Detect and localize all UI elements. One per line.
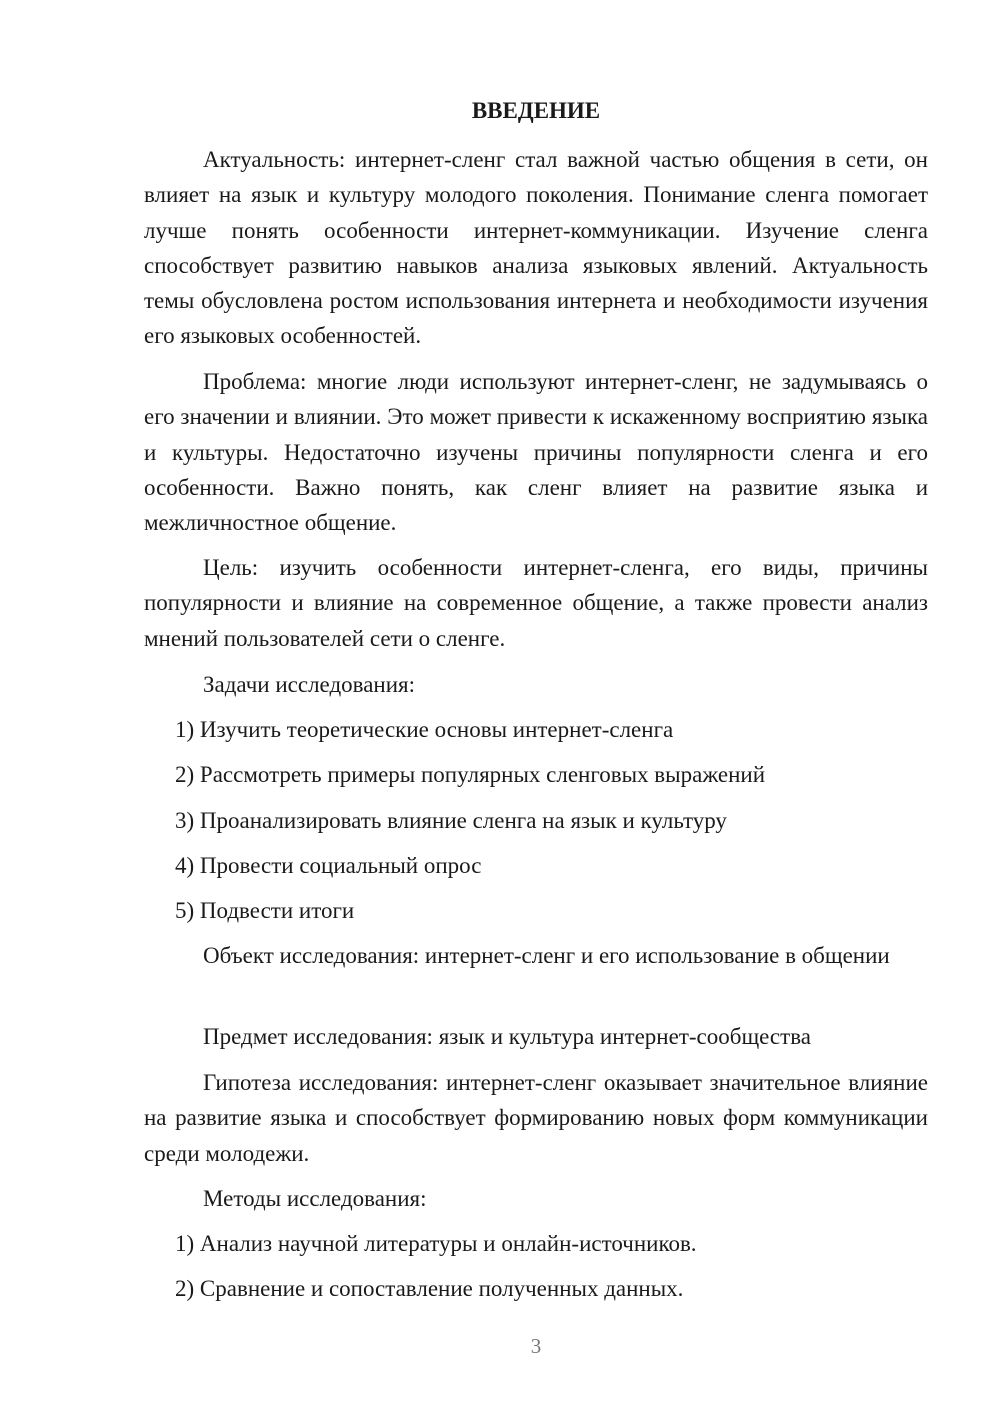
tasks-label: Задачи исследования: (203, 672, 416, 697)
method-item: 2) Сравнение и сопоставление полученных данных. (175, 1276, 684, 1301)
object-paragraph: Объект исследования: интернет-сленг и его использование в общении (203, 943, 890, 968)
hypothesis-paragraph: Гипотеза исследования: интернет-сленг оказывает значительное влияние на развитие языка и способствует формированию новых форм коммуникации среди молодежи. (144, 1070, 928, 1166)
method-item: 1) Анализ научной литературы и онлайн-источников. (175, 1231, 697, 1256)
problem-paragraph: Проблема: многие люди используют интернет-сленг, не задумываясь о его значении и влиянии. Это может привести к искаженному восприятию языка и культуры. Недостаточно изучены причины популярности сленга и его особенности. Важно понять, как сленг влияет на развитие языка и межличностное общение. (144, 369, 928, 536)
task-item: 3) Проанализировать влияние сленга на язык и культуру (175, 808, 727, 833)
goal-paragraph: Цель: изучить особенности интернет-сленга, его виды, причины популярности и влияние на современное общение, а также провести анализ мнений пользователей сети о сленге. (144, 555, 928, 651)
methods-label: Методы исследования: (203, 1186, 427, 1211)
task-item: 1) Изучить теоретические основы интернет-сленга (175, 717, 674, 742)
task-item: 2) Рассмотреть примеры популярных сленговых выражений (175, 762, 766, 787)
page-number: 3 (530, 1334, 542, 1358)
task-item: 5) Подвести итоги (175, 898, 355, 923)
relevance-paragraph: Актуальность: интернет-сленг стал важной частью общения в сети, он влияет на язык и культуру молодого поколения. Понимание сленга помогает лучше понять особенности интернет-коммуникации. Изучение сленга способствует развитию навыков анализа языковых явлений. Актуальность темы обусловлена ростом использования интернета и необходимости изучения его языковых особенностей. (144, 147, 928, 349)
task-item: 4) Провести социальный опрос (175, 853, 482, 878)
subject-paragraph: Предмет исследования: язык и культура интернет-сообщества (203, 1024, 811, 1049)
section-title: ВВЕДЕНИЕ (471, 98, 601, 123)
